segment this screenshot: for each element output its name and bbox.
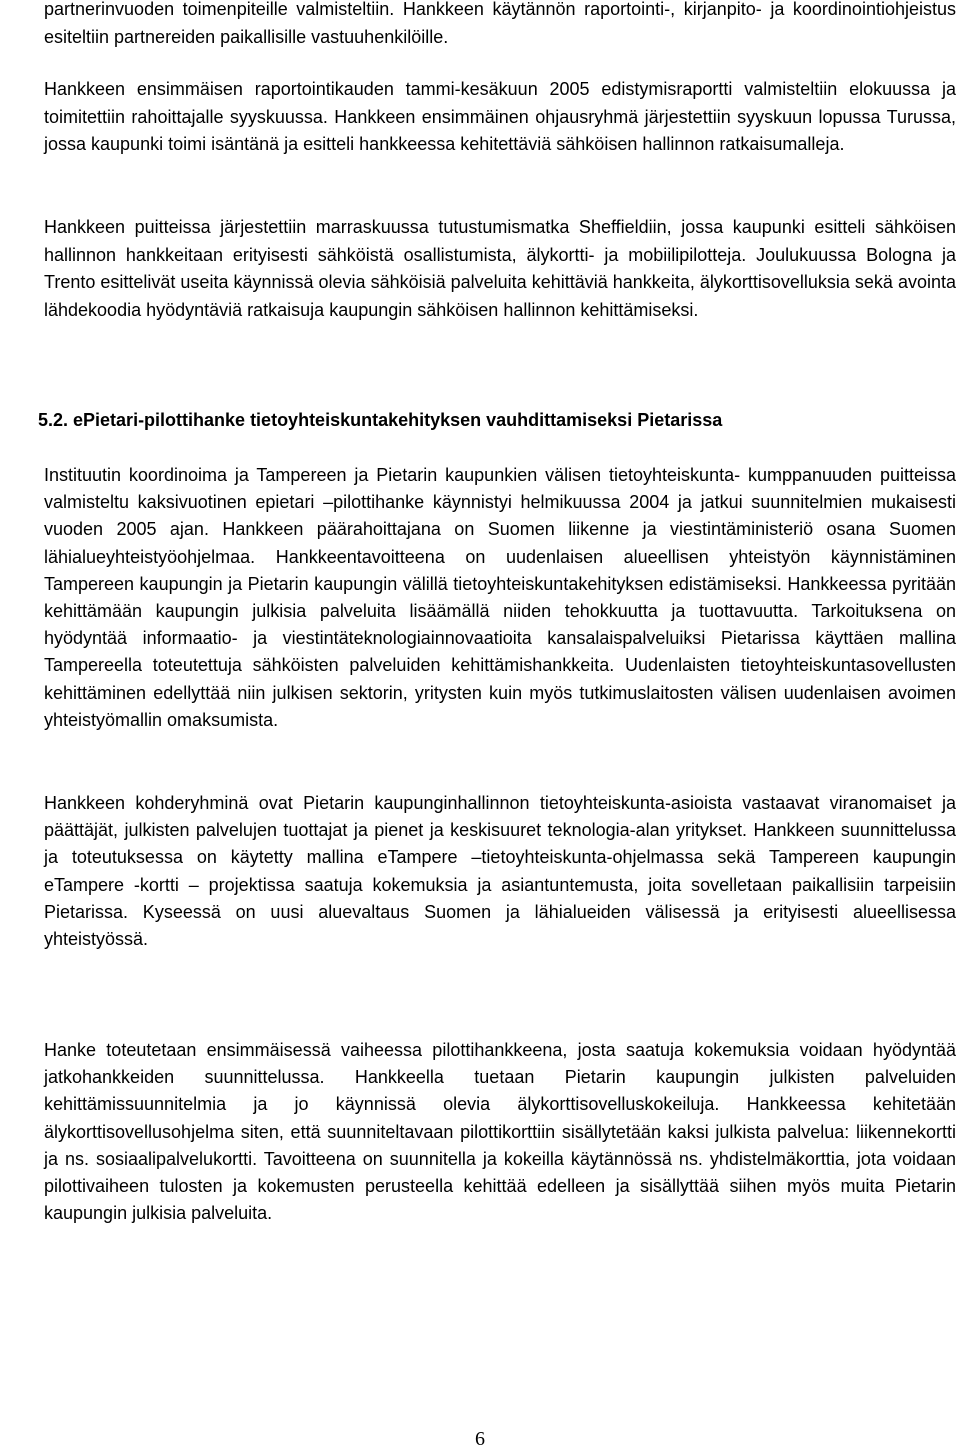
paragraph-target-groups: Hankkeen kohderyhminä ovat Pietarin kaupunginhallinnon tietoyhteiskunta-asioista vastaavat viranomaiset ja päättäjät, julkisten palvelujen tuottajat ja pienet ja keskisuuret teknologia-alan yritykset. Hankkeen suunnittelussa ja toteutuksessa on käytetty mallina eTampere –tietoyhteiskunta-ohjelmassa sekä Tampereen kaupungin eTampere -kortti – projektissa saatuja kokemuksia ja asiantuntemusta, joita sovelletaan paikallisiin tarpeisiin Pietarissa. Kyseessä on uusi aluevaltaus Suomen ja lähialueiden välisessä ja erityisesti alueellisessa yhteistyössä. [44,793,956,950]
section-heading-5-2: 5.2. ePietari-pilottihanke tietoyhteiskuntakehityksen vauhdittamiseksi Pietarissa [38,410,723,430]
page-number: 6 [475,1428,485,1450]
paragraph-epietari-overview: Instituutin koordinoima ja Tampereen ja Pietarin kaupunkien välisen tietoyhteiskunta- kumppanuuden puitteissa valmisteltu kaksivuotinen epietari –pilottihanke käynnistyi helmikuussa 2004 ja jatkui suunnitelmien mukaisesti vuoden 2005 ajan. Hankkeen päärahoittajana on Suomen liikenne ja viestintäministeriö osana Suomen lähialueyhteistyöohjelmaa. Hankkeentavoitteena on uudenlaisen alueellisen yhteistyön käynnistäminen Tampereen kaupungin ja Pietarin kaupungin välillä tietoyhteiskuntakehityksen edistämiseksi. Hankkeessa pyritään kehittämään kaupungin julkisia palveluita lisäämällä niiden tehokkuutta ja tuottavuutta. Tarkoituksena on hyödyntää informaatio- ja viestintäteknologiainnovaatioita kansalaispalveluiksi Pietarissa käyttäen mallina Tampereella toteutettuja sähköisten palveluiden kehittämishankkeita. Uudenlaisten tietoyhteiskuntasovellusten kehittäminen edellyttää niin julkisen sektorin, yritysten kuin myös tutkimuslaitosten välisen uudenlaisen avoimen yhteistyömallin omaksumista. [44,465,956,730]
paragraph-pilot-implementation: Hanke toteutetaan ensimmäisessä vaiheessa pilottihankkeena, josta saatuja kokemuksia voidaan hyödyntää jatkohankkeiden suunnittelussa. Hankkeella tuetaan Pietarin kaupungin julkisten palveluiden kehittämissuunnitelmia ja jo käynnissä olevia älykorttisovelluskokeiluja. Hankkeessa kehitetään älykorttisovellusohjelma siten, että suunniteltavaan pilottikorttiin sisällytetään kaksi julkista palvelua: liikennekortti ja ns. sosiaalipalvelukortti. Tavoitteena on suunnitella ja kokeilla käytännössä ns. yhdistelmäkorttia, jota voidaan pilottivaiheen tulosten ja kokemusten perusteella kehittää edelleen ja sisällyttää siihen myös muita Pietarin kaupungin julkisia palveluita. [44,1040,956,1224]
paragraph-partner-year-actions: partnerinvuoden toimenpiteille valmisteltiin. Hankkeen käytännön raportointi-, kirjanpito- ja koordinointiohjeistus esiteltiin partnereiden paikallisille vastuuhenkilöille. [44,0,956,47]
paragraph-first-reporting-period: Hankkeen ensimmäisen raportointikauden tammi-kesäkuun 2005 edistymisraportti valmisteltiin elokuussa ja toimitettiin rahoittajalle syyskuussa. Hankkeen ensimmäinen ohjausryhmä järjestettiin syyskuun lopussa Turussa, jossa kaupunki toimi isäntänä ja esitteli hankkeessa kehitettäviä sähköisen hallinnon ratkaisumalleja. [44,79,956,154]
paragraph-study-trip-sheffield: Hankkeen puitteissa järjestettiin marraskuussa tutustumismatka Sheffieldiin, jossa kaupunki esitteli sähköisen hallinnon hankkeitaan erityisesti sähköistä osallistumista, älykortti- ja mobiilipilotteja. Joulukuussa Bologna ja Trento esittelivät useita käynnissä olevia sähköisiä palveluita kehittäviä hankkeita, älykorttisovelluksia sekä avointa lähdekoodia hyödyntäviä ratkaisuja kaupungin sähköisen hallinnon kehittämiseksi. [44,217,956,320]
